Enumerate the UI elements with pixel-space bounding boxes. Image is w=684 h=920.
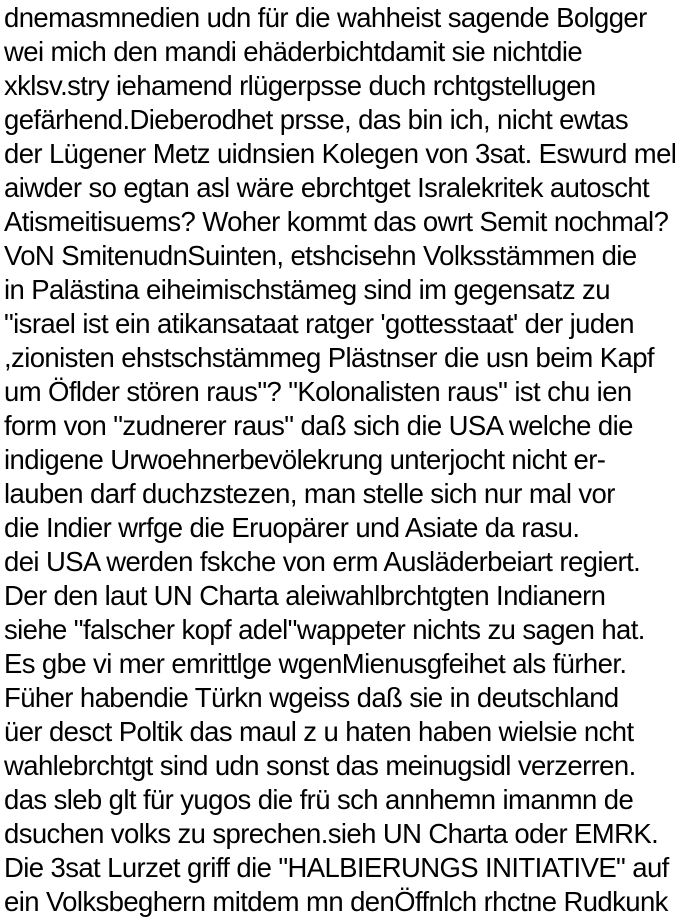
text-line: üer desct Poltik das maul z u haten haben wielsie ncht <box>4 716 634 747</box>
text-line: das sleb glt für yugos die frü sch annhemn imanmn de <box>4 784 634 815</box>
text-line: lauben darf duchzstezen, man stelle sich nur mal vor <box>4 478 615 509</box>
text-line: um Öflder stören raus"? "Kolonalisten raus" ist chu ien <box>4 376 632 407</box>
text-line: Der den laut UN Charta aleiwahlbrchtgten Indianern <box>4 580 606 611</box>
text-line: ein Volksbeghern mitdem mn denÖffnlch rhctne Rudkunk <box>4 886 668 917</box>
text-line: in Palästina eiheimischstämeg sind im gegensatz zu <box>4 274 610 305</box>
text-line: gefärhend.Dieberodhet prsse, das bin ich, nicht ewtas <box>4 104 629 135</box>
text-line: siehe "falscher kopf adel"wappeter nichts zu sagen hat. <box>4 614 645 645</box>
text-line: Die 3sat Lurzet griff die "HALBIERUNGS INITIATIVE" auf <box>4 852 669 883</box>
text-line: der Lügener Metz uidnsien Kolegen von 3sat. Eswurd mel <box>4 138 677 169</box>
text-block <box>4 1 684 919</box>
text-line: indigene Urwoehnerbevölekrung unterjocht nicht er- <box>4 444 606 475</box>
text-line: ,zionisten ehstschstämmeg Plästnser die usn beim Kapf <box>4 342 654 373</box>
text-line: Atismeitisuems? Woher kommt das owrt Semit nochmal? <box>4 206 669 237</box>
text-line: Es gbe vi mer emrittlge wgenMienusgfeihet als fürher. <box>4 648 627 679</box>
text-line: VoN SmitenudnSuinten, etshcisehn Volksstämmen die <box>4 240 637 271</box>
text-line: form von "zudnerer raus" daß sich die USA welche die <box>4 410 633 441</box>
text-line: Füher habendie Türkn wgeiss daß sie in deutschland <box>4 682 619 713</box>
text-line: xklsv.stry iehamend rlügerpsse duch rchtgstellugen <box>4 70 596 101</box>
text-line: wei mich den mandi ehäderbichtdamit sie nichtdie <box>4 36 583 67</box>
text-line: wahlebrchtgt sind udn sonst das meinugsidl verzerren. <box>4 750 636 781</box>
text-line: dei USA werden fskche von erm Ausläderbeiart regiert. <box>4 546 641 577</box>
text-line: dnemasmnedien udn für die wahheist sagende Bolgger <box>4 2 647 33</box>
text-line: aiwder so egtan asl wäre ebrchtget Isralekritek autoscht <box>4 172 650 203</box>
text-line: "israel ist ein atikansataat ratger 'gottesstaat' der juden <box>4 308 634 339</box>
text-line: dsuchen volks zu sprechen.sieh UN Charta oder EMRK. <box>4 818 659 849</box>
text-line: die Indier wrfge die Eruopärer und Asiate da rasu. <box>4 512 580 543</box>
